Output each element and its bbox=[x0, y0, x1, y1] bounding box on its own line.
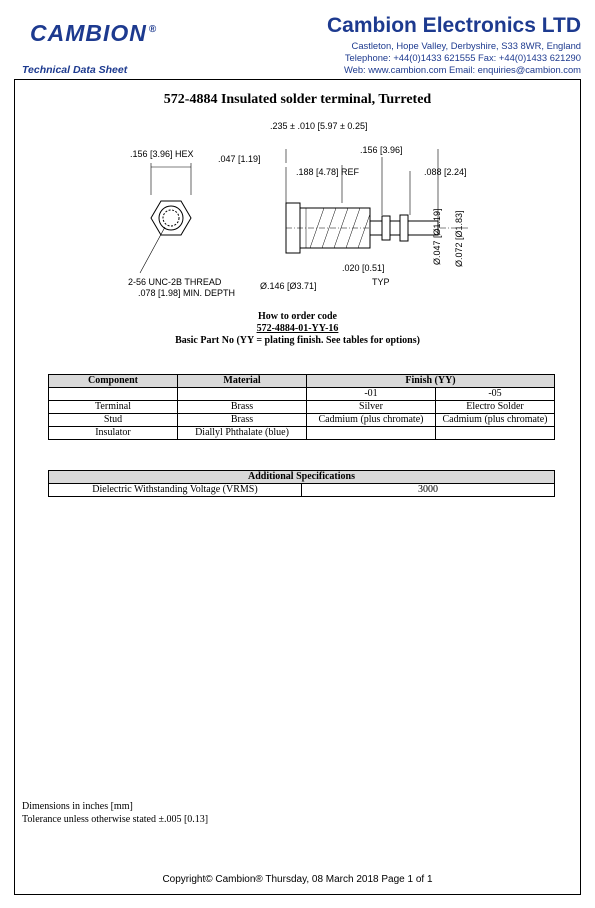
cell-finish-05: Electro Solder bbox=[436, 401, 555, 414]
company-address: Castleton, Hope Valley, Derbyshire, S33 8WR, England bbox=[351, 40, 581, 51]
spec-label: Dielectric Withstanding Voltage (VRMS) bbox=[49, 484, 302, 497]
hex-end-view bbox=[140, 163, 191, 273]
dim-dia072-label: Ø.072 [Ø1.83] bbox=[454, 210, 464, 267]
order-heading: How to order code bbox=[258, 311, 337, 322]
header-component: Component bbox=[49, 375, 178, 388]
order-code: 572-4884-01-YY-16 bbox=[256, 323, 339, 334]
frame-left bbox=[14, 79, 15, 895]
thread-label: 2-56 UNC-2B THREAD bbox=[128, 277, 222, 287]
cell-finish-01: Cadmium (plus chromate) bbox=[307, 414, 436, 427]
dim-020-label: .020 [0.51] bbox=[342, 263, 385, 273]
cell-component: Insulator bbox=[49, 427, 178, 440]
dim-156-side-label: .156 [3.96] bbox=[360, 145, 403, 155]
cell-component: Terminal bbox=[49, 401, 178, 414]
table-row bbox=[49, 484, 555, 497]
dim-047-label: .047 [1.19] bbox=[218, 154, 261, 164]
thread-depth-label: .078 [1.98] MIN. DEPTH bbox=[138, 288, 236, 298]
frame-top bbox=[14, 79, 581, 80]
cell-finish-05 bbox=[436, 427, 555, 440]
finish-code-01: -01 bbox=[307, 388, 436, 401]
company-web: Web: www.cambion.com Email: enquiries@cambion.com bbox=[343, 64, 581, 75]
dim-hex-label: .156 [3.96] HEX bbox=[130, 149, 194, 159]
cambion-logo: CAMBION ® bbox=[30, 20, 158, 46]
table-row bbox=[49, 401, 555, 414]
note-units: Dimensions in inches [mm] bbox=[22, 801, 133, 812]
company-phone: Telephone: +44(0)1433 621555 Fax: +44(0)1433 621290 bbox=[344, 52, 581, 63]
terminal-technical-drawing bbox=[110, 115, 490, 305]
dim-dia146-label: Ø.146 [Ø3.71] bbox=[260, 281, 317, 291]
components-table bbox=[48, 374, 555, 440]
order-note: Basic Part No (YY = plating finish. See tables for options) bbox=[175, 335, 420, 346]
dimension-notes bbox=[22, 800, 208, 826]
spec-heading: Additional Specifications bbox=[49, 471, 555, 484]
cell-component: Stud bbox=[49, 414, 178, 427]
cell-material: Diallyl Phthalate (blue) bbox=[178, 427, 307, 440]
dim-188-label: .188 [4.78] REF bbox=[296, 167, 360, 177]
table-row bbox=[49, 427, 555, 440]
cell-finish-05: Cadmium (plus chromate) bbox=[436, 414, 555, 427]
finish-code-05: -05 bbox=[436, 388, 555, 401]
cell-material: Brass bbox=[178, 401, 307, 414]
company-name: Cambion Electronics LTD bbox=[327, 14, 581, 37]
dim-088-label: .088 [2.24] bbox=[424, 167, 467, 177]
dim-dia047-label: Ø.047 [Ø1.19] bbox=[432, 208, 442, 265]
document-title: 572-4884 Insulated solder terminal, Turreted bbox=[163, 92, 432, 107]
page-footer: Copyright© Cambion® Thursday, 08 March 2018 Page 1 of 1 bbox=[162, 874, 433, 885]
cell-material: Brass bbox=[178, 414, 307, 427]
header-material: Material bbox=[178, 375, 307, 388]
header-finish: Finish (YY) bbox=[307, 375, 555, 388]
dim-typ-label: TYP bbox=[372, 277, 390, 287]
dim-overall-label: .235 ± .010 [5.97 ± 0.25] bbox=[270, 121, 368, 131]
additional-specs-table bbox=[48, 470, 555, 497]
document-type: Technical Data Sheet bbox=[22, 64, 128, 76]
frame-bottom bbox=[14, 894, 581, 895]
terminal-side-view bbox=[286, 149, 470, 253]
cell-finish-01 bbox=[307, 427, 436, 440]
table-row bbox=[49, 414, 555, 427]
cell-finish-01: Silver bbox=[307, 401, 436, 414]
blank-cell bbox=[178, 388, 307, 401]
note-tolerance: Tolerance unless otherwise stated ±.005 [0.13] bbox=[22, 814, 209, 825]
frame-right bbox=[580, 79, 581, 895]
blank-cell bbox=[49, 388, 178, 401]
spec-value: 3000 bbox=[302, 484, 555, 497]
